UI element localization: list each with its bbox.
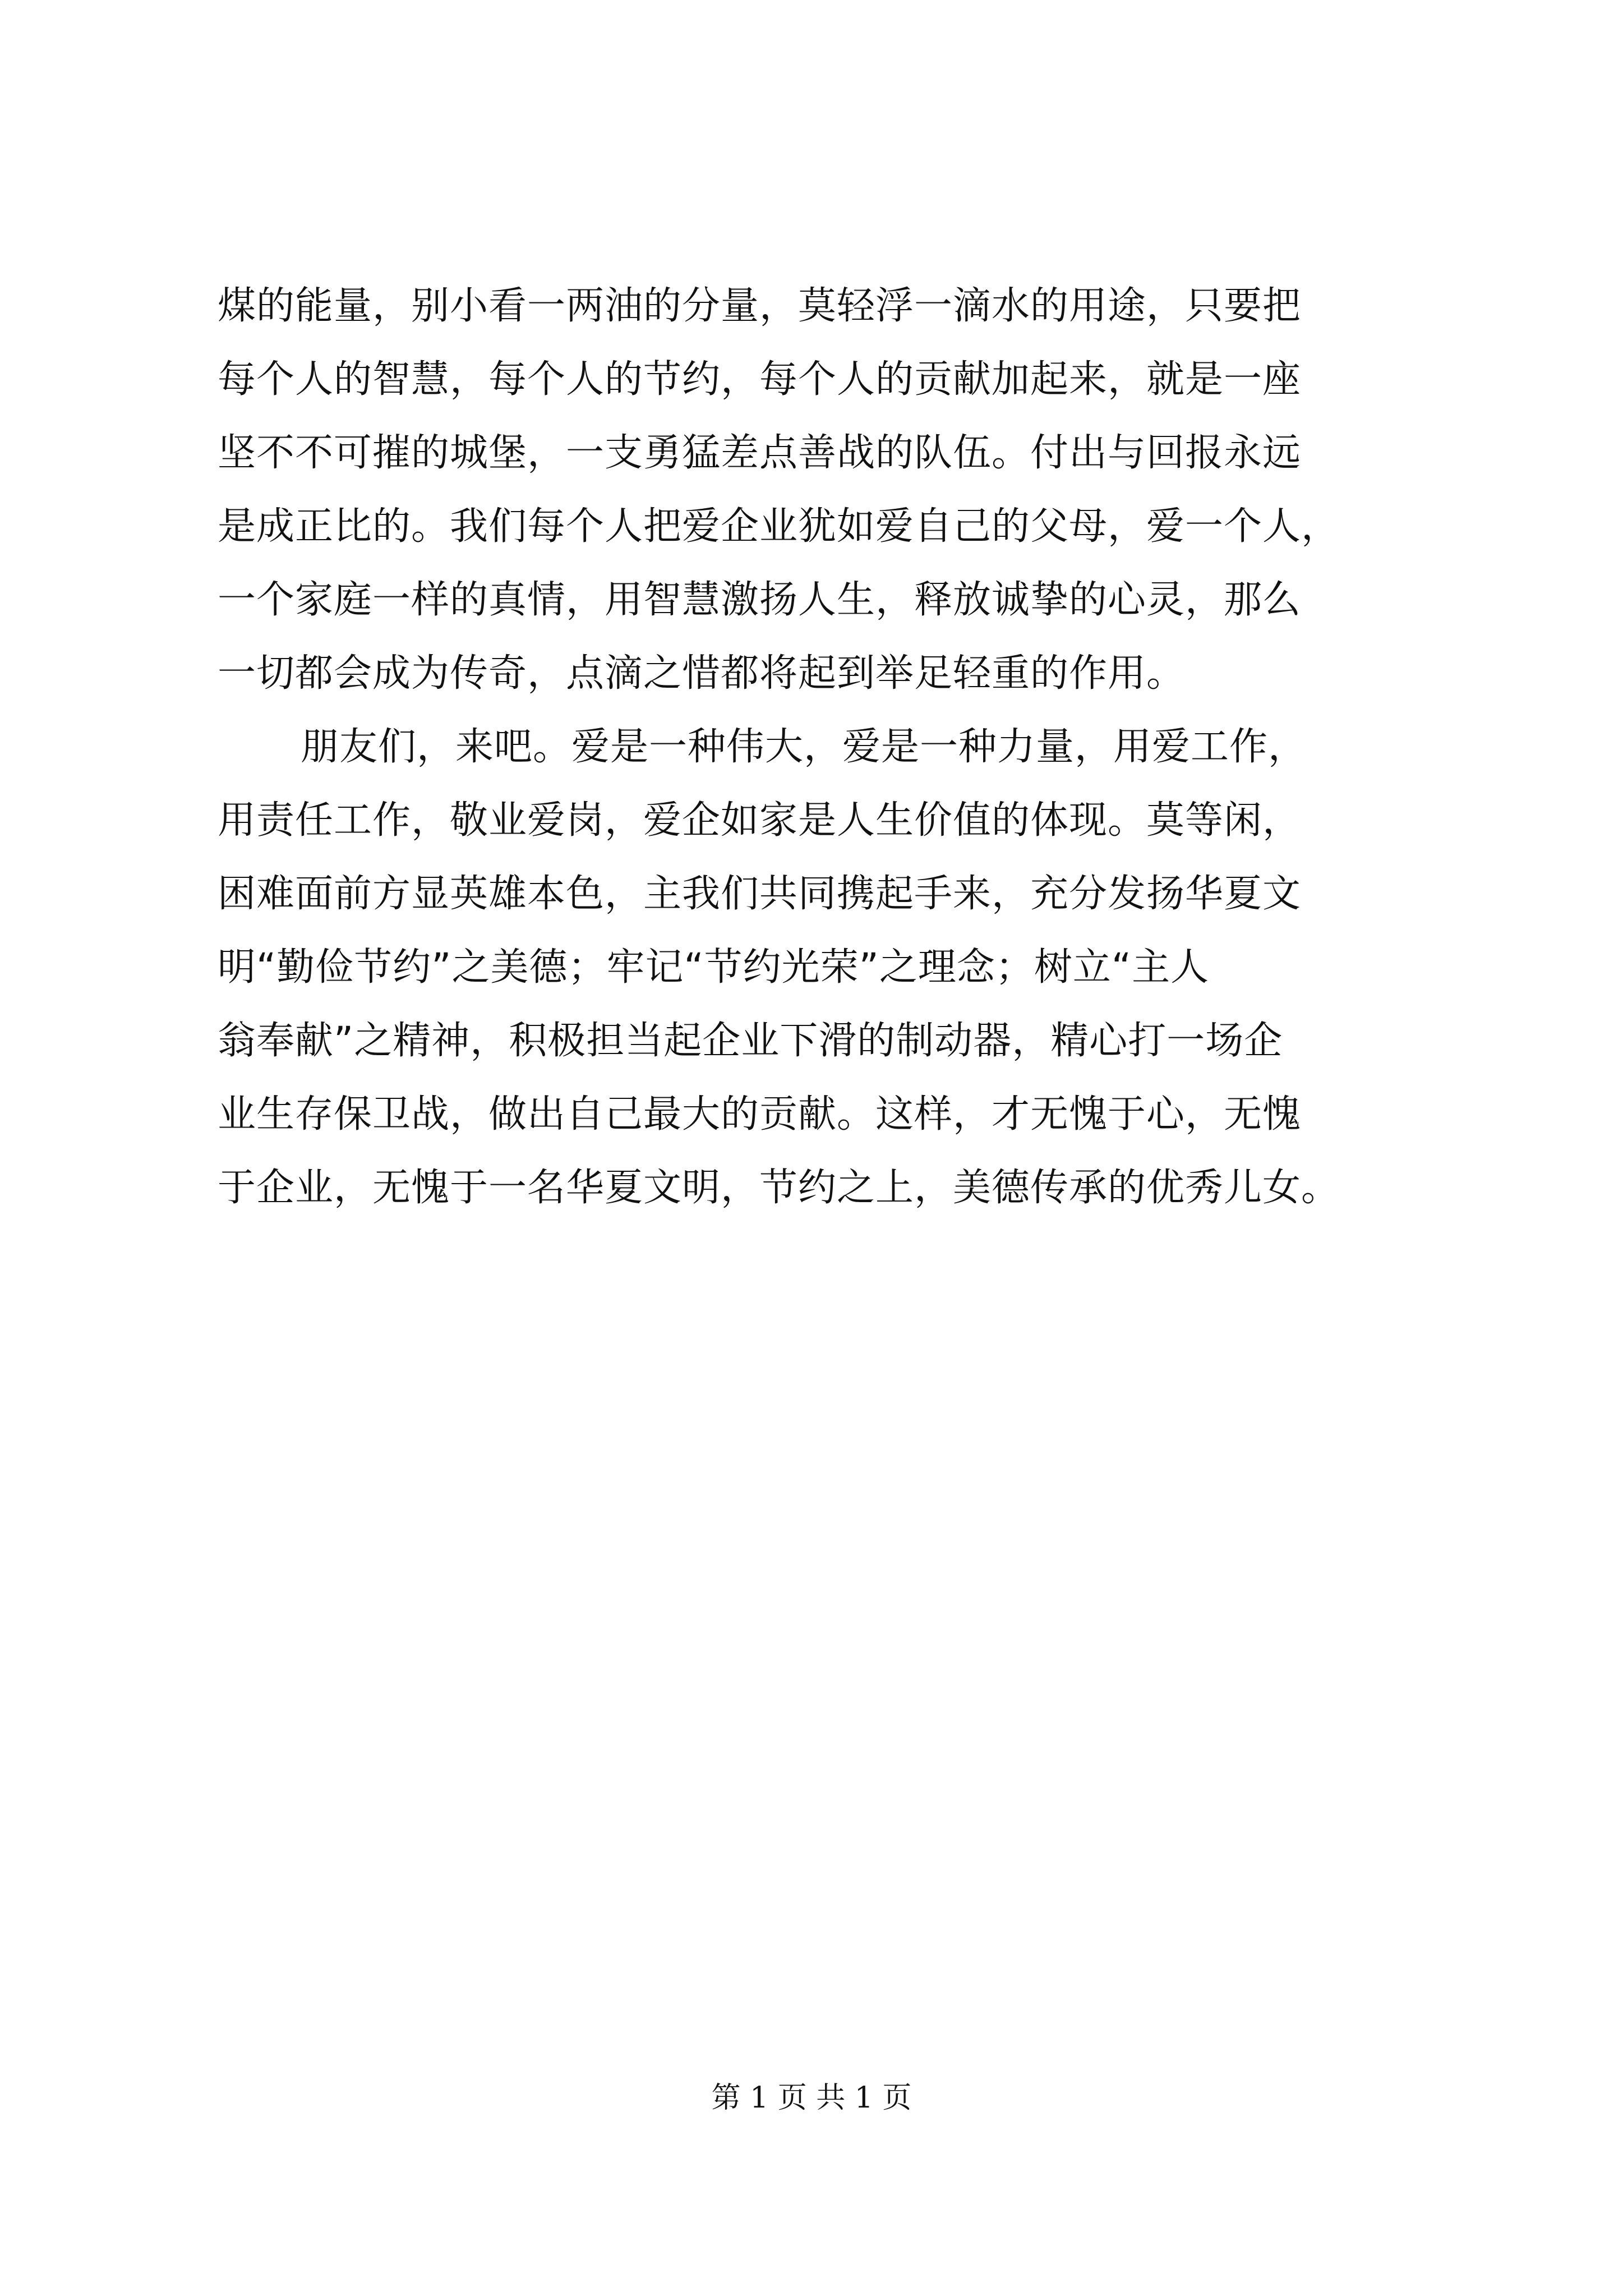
paragraph-1: [218, 269, 1429, 710]
document-body: [218, 269, 1429, 1225]
paragraph-line: 困难面前方显英雄本色，主我们共同携起手来，充分发扬华夏文: [218, 872, 1302, 916]
paragraph-2: [218, 710, 1429, 1225]
paragraph-line: 用责任工作，敬业爱岗，爱企如家是人生价值的体现。莫等闲，: [218, 798, 1302, 843]
paragraph-line: 坚不不可摧的城堡，一支勇猛差点善战的队伍。付出与回报永远: [218, 431, 1302, 475]
paragraph-line: 业生存保卫战，做出自己最大的贡献。这样，才无愧于心，无愧: [218, 1092, 1302, 1137]
paragraph-line: 一切都会成为传奇，点滴之惜都将起到举足轻重的作用。: [218, 651, 1186, 696]
paragraph-line: 朋友们，来吧。爱是一种伟大，爱是一种力量，用爱工作，: [301, 725, 1307, 769]
paragraph-line: 一个家庭一样的真情，用智慧激扬人生，释放诚挚的心灵，那么: [218, 578, 1302, 622]
paragraph-line: 于企业，无愧于一名华夏文明，节约之上，美德传承的优秀儿女。: [218, 1166, 1340, 1210]
paragraph-line: 翁奉献”之精神，积极担当起企业下滑的制动器，精心打一场企: [218, 1019, 1283, 1063]
paragraph-line: 明“勤俭节约”之美德；牢记“节约光荣”之理念；树立“主人: [218, 945, 1210, 990]
paragraph-line: 是成正比的。我们每个人把爱企业犹如爱自己的父母，爱一个人，: [218, 504, 1340, 549]
paragraph-line: 每个人的智慧，每个人的节约，每个人的贡献加起来，就是一座: [218, 357, 1302, 402]
page-number-footer: 第 1 页 共 1 页: [711, 2081, 912, 2115]
paragraph-line: 煤的能量，别小看一两油的分量，莫轻浮一滴水的用途，只要把: [218, 284, 1302, 328]
